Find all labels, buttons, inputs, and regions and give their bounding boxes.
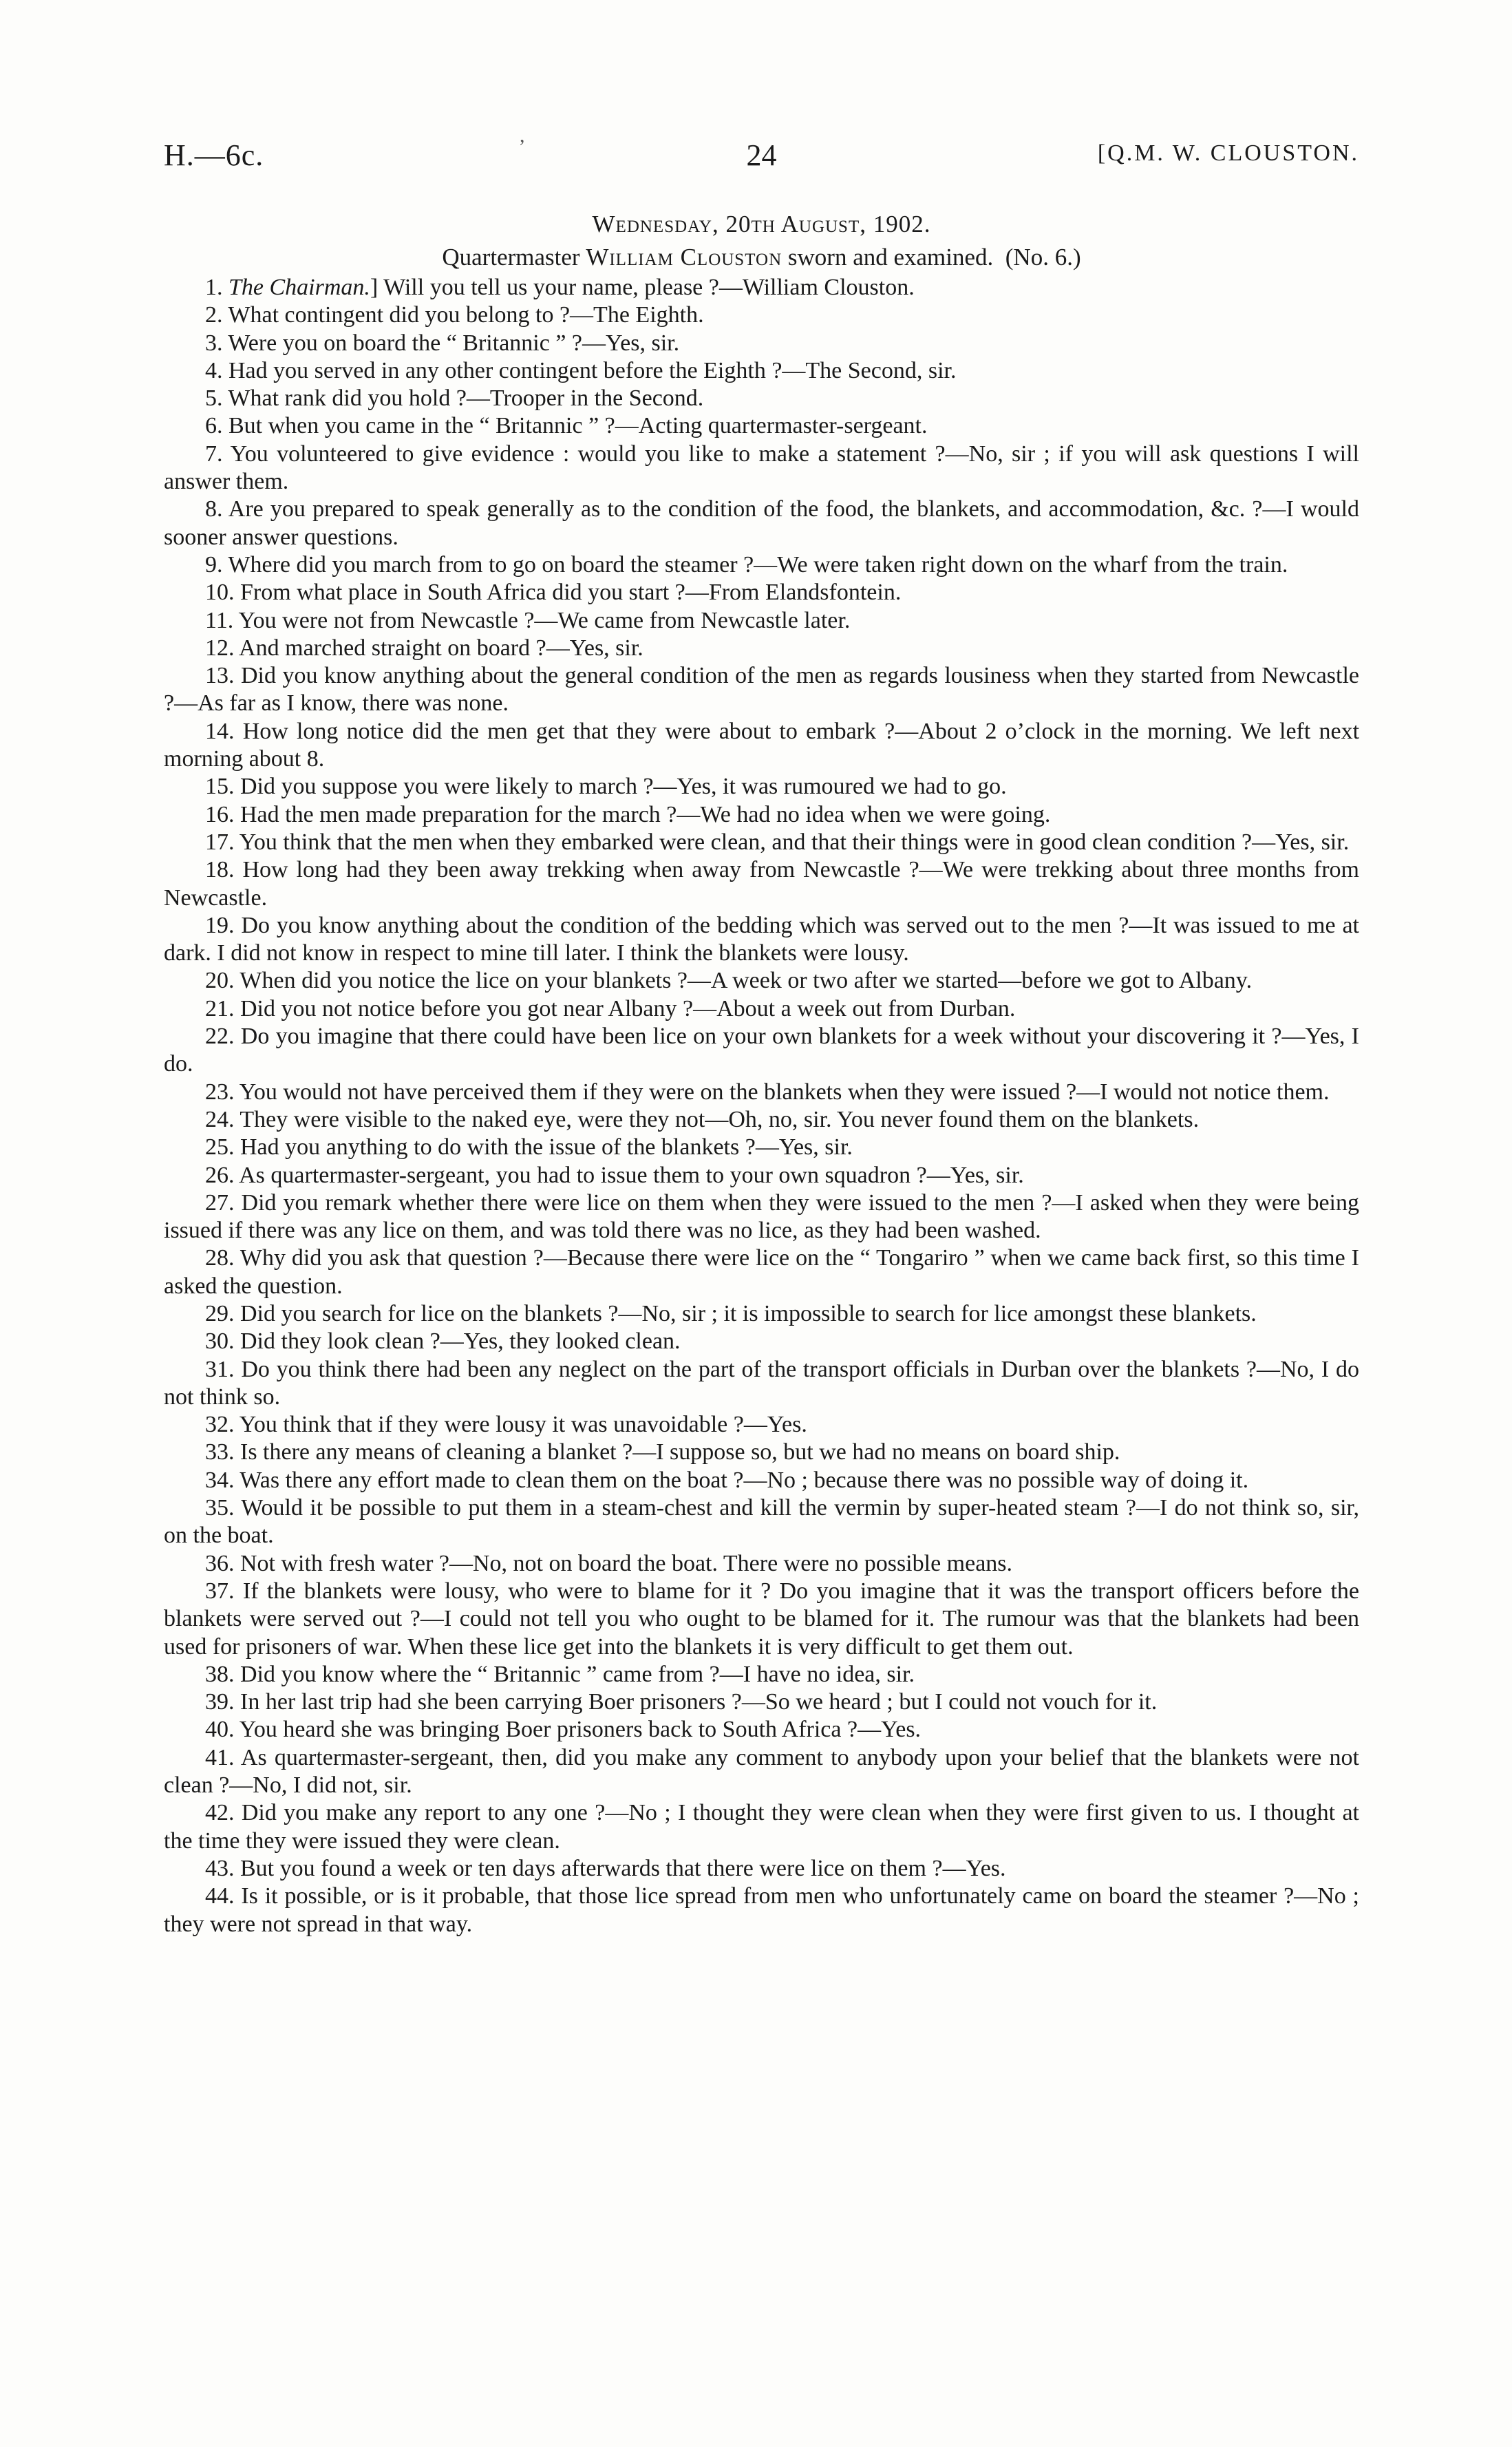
question-answer-text: What contingent did you belong to ?—The Eighth. [228, 302, 704, 328]
question-number: 40. [205, 1717, 235, 1743]
question-number: 28. [205, 1245, 235, 1271]
question-answer-text: You think that the men when they embarked were clean, and that their things were in good clean condition ?—Yes, sir. [239, 829, 1350, 855]
question-answer-text: Had you anything to do with the issue of the blankets ?—Yes, sir. [240, 1134, 853, 1161]
testimony-item [164, 1411, 1359, 1439]
testimony-item [164, 1883, 1359, 1938]
testimony-item [164, 1439, 1359, 1466]
question-answer-text: As quartermaster-sergeant, you had to issue them to your own squadron ?—Yes, sir. [239, 1162, 1024, 1188]
testimony-item [164, 1744, 1359, 1800]
question-number: 44. [205, 1883, 235, 1909]
question-answer-text: Did you suppose you were likely to march ?—Yes, it was rumoured we had to go. [240, 774, 1007, 800]
question-number: 31. [205, 1356, 235, 1382]
testimony-item [164, 1661, 1359, 1688]
question-answer-text: As quartermaster-sergeant, then, did you make any comment to anybody upon your belief that the blankets were not clean ?—No, I did not, sir. [164, 1744, 1360, 1799]
question-number: 11. [205, 607, 234, 633]
testimony-item [164, 1855, 1359, 1883]
question-number: 37. [205, 1578, 235, 1604]
question-number: 41. [205, 1744, 235, 1770]
question-answer-text: What rank did you hold ?—Trooper in the Second. [228, 385, 704, 412]
question-number: 2. [205, 302, 223, 328]
question-number: 10. [205, 580, 235, 606]
question-number: 18. [205, 857, 235, 883]
testimony-item [164, 1467, 1359, 1494]
testimony-item [164, 1356, 1359, 1412]
question-answer-text: Did you search for lice on the blankets ?—No, sir ; it is impossible to search for lice amongst these blankets. [240, 1300, 1257, 1326]
question-number: 30. [205, 1328, 235, 1355]
testimony-item [164, 1244, 1359, 1300]
testimony-list [164, 274, 1359, 1938]
question-answer-text: When did you notice the lice on your blankets ?—A week or two after we started—before we got to Albany. [239, 968, 1253, 994]
testimony-item [164, 1162, 1359, 1189]
question-answer-text: From what place in South Africa did you start ?—From Elandsfontein. [240, 580, 902, 606]
report-reference: H.—6c. [164, 138, 264, 172]
question-answer-text: Did you remark whether there were lice on them when they were issued to the men ?—I asked when they were being issued if there was any lice on them, and was told there was no lice, as they had been washed. [164, 1189, 1359, 1244]
testimony-item [164, 1494, 1359, 1550]
question-answer-text: Did they look clean ?—Yes, they looked clean. [240, 1328, 681, 1355]
question-answer-text: If the blankets were lousy, who were to blame for it ? Do you imagine that it was the transport officers before the blankets were served out ?—I could not tell you who ought to be blamed for it. The rumour was that the blankets had been used for prisoners of war. When these lice get into the blankets it is very difficult to get them out. [164, 1578, 1360, 1660]
testimony-item [164, 718, 1359, 774]
session-date: Wednesday, 20th August, 1902. [592, 211, 931, 237]
testimony-item [164, 385, 1359, 412]
witness-name: William Clouston [586, 244, 782, 271]
question-number: 36. [205, 1550, 235, 1576]
question-number: 26. [205, 1162, 235, 1188]
question-number: 32. [205, 1412, 235, 1438]
question-answer-text: Would it be possible to put them in a steam-chest and kill the vermin by super-heated steam ?—I do not think so, sir, on the boat. [164, 1495, 1359, 1549]
testimony-item [164, 1716, 1359, 1744]
testimony-item [164, 412, 1359, 440]
testimony-item [164, 274, 1359, 301]
question-answer-text: Were you on board the “ Britannic ” ?—Yes, sir. [228, 330, 680, 356]
question-answer-text: Had the men made preparation for the march ?—We had no idea when we were going. [240, 801, 1051, 827]
question-answer-text: You heard she was bringing Boer prisoners back to South Africa ?—Yes. [239, 1717, 922, 1743]
question-answer-text: Had you served in any other contingent before the Eighth ?—The Second, sir. [228, 357, 957, 383]
testimony-item [164, 773, 1359, 801]
question-number: 12. [205, 635, 235, 661]
witness-heading [164, 244, 1359, 271]
testimony-item [164, 1550, 1359, 1578]
question-answer-text: Why did you ask that question ?—Because there were lice on the “ Tongariro ” when we came back first, so this time I asked the question. [164, 1245, 1359, 1299]
question-number: 13. [205, 663, 235, 689]
testimony-item [164, 1300, 1359, 1328]
question-answer-text: Not with fresh water ?—No, not on board the boat. There were no possible means. [240, 1550, 1013, 1576]
witness-status: sworn and examined. [787, 244, 994, 271]
question-number: 39. [205, 1689, 235, 1715]
witness-rank: Quartermaster [442, 244, 580, 271]
speaker-label: The Chairman. [228, 275, 370, 300]
testimony-item [164, 1134, 1359, 1161]
question-number: 1. [205, 275, 223, 300]
question-answer-text: How long had they been away trekking when away from Newcastle ?—We were trekking about three months from Newcastle. [164, 857, 1359, 911]
question-answer-text: Do you imagine that there could have been lice on your own blankets for a week without your discovering it ?—Yes, I do. [164, 1024, 1359, 1077]
question-number: 35. [205, 1495, 235, 1521]
question-answer-text: How long notice did the men get that they were about to embark ?—About 2 o’clock in the morning. We left next morning about 8. [164, 718, 1360, 772]
print-mark: , [520, 124, 525, 147]
testimony-item [164, 496, 1359, 551]
question-number: 6. [205, 413, 223, 439]
question-answer-text: And marched straight on board ?—Yes, sir. [239, 635, 643, 661]
question-answer-text: But when you came in the “ Britannic ” ?—Acting quartermaster-sergeant. [228, 413, 928, 439]
testimony-item [164, 441, 1359, 496]
question-number: 14. [205, 718, 235, 744]
question-answer-text: You volunteered to give evidence : would you like to make a statement ?—No, sir ; if you will ask questions I will answer them. [164, 441, 1359, 495]
question-answer-text: You would not have perceived them if they were on the blankets when they were issued ?—I would not notice them. [239, 1079, 1330, 1105]
testimony-item [164, 635, 1359, 662]
testimony-item [164, 829, 1359, 856]
testimony-item [164, 1799, 1359, 1855]
question-answer-text: Did you make any report to any one ?—No ; I thought they were clean when they were first given to us. I thought at the time they were issued they were clean. [164, 1800, 1360, 1854]
question-answer-text: Is it possible, or is it probable, that those lice spread from men who unfortunately came on board the steamer ?—No ; they were not spread in that way. [164, 1883, 1360, 1937]
testimony-item [164, 995, 1359, 1023]
question-number: 7. [205, 441, 223, 467]
question-answer-text: But you found a week or ten days afterwards that there were lice on them ?—Yes. [240, 1855, 1006, 1881]
question-answer-text: Do you think there had been any neglect on the part of the transport officials in Durban over the blankets ?—No, I do not think so. [164, 1356, 1359, 1410]
witness-running-head: [Q.M. W. CLOUSTON. [1097, 140, 1359, 166]
question-number: 16. [205, 801, 235, 827]
question-answer-text: Did you know anything about the general condition of the men as regards lousiness when they started from Newcastle ?—As far as I know, there was none. [164, 663, 1360, 717]
page-number: 24 [746, 138, 777, 172]
question-number: 15. [205, 774, 235, 800]
question-number: 23. [205, 1079, 235, 1105]
question-number: 3. [205, 330, 223, 356]
testimony-item [164, 357, 1359, 385]
testimony-item [164, 551, 1359, 579]
question-answer-text: Did you know where the “ Britannic ” came from ?—I have no idea, sir. [240, 1661, 915, 1687]
question-number: 4. [205, 357, 223, 383]
question-number: 42. [205, 1800, 235, 1826]
testimony-item [164, 967, 1359, 995]
question-answer-text: Was there any effort made to clean them on the boat ?—No ; because there was no possible way of doing it. [239, 1467, 1249, 1493]
question-number: 22. [205, 1024, 235, 1050]
question-number: 33. [205, 1439, 235, 1465]
question-number: 27. [205, 1189, 235, 1216]
testimony-item [164, 856, 1359, 912]
question-number: 34. [205, 1467, 235, 1493]
question-answer-text: Where did you march from to go on board the steamer ?—We were taken right down on the wharf from the train. [228, 551, 1288, 578]
testimony-item [164, 607, 1359, 635]
question-number: 20. [205, 968, 235, 994]
question-answer-text: In her last trip had she been carrying Boer prisoners ?—So we heard ; but I could not vouch for it. [240, 1689, 1158, 1715]
question-answer-text: ] Will you tell us your name, please ?—William Clouston. [370, 275, 915, 300]
question-number: 21. [205, 995, 235, 1021]
question-answer-text: They were visible to the naked eye, were they not—Oh, no, sir. You never found them on the blankets. [239, 1106, 1200, 1132]
testimony-item [164, 662, 1359, 718]
question-answer-text: Did you not notice before you got near Albany ?—About a week out from Durban. [240, 995, 1016, 1021]
question-answer-text: Do you know anything about the condition of the bedding which was served out to the men ?—It was issued to me at dark. I did not know in respect to mine till later. I think the blankets were lousy. [164, 912, 1360, 966]
witness-number: (No. 6.) [1005, 244, 1081, 271]
question-number: 29. [205, 1300, 235, 1326]
testimony-item [164, 1578, 1359, 1661]
question-number: 24. [205, 1106, 235, 1132]
page-header [164, 138, 1359, 179]
question-number: 17. [205, 829, 235, 855]
testimony-item [164, 912, 1359, 968]
testimony-item [164, 1328, 1359, 1355]
question-answer-text: Are you prepared to speak generally as to the condition of the food, the blankets, and accommodation, &c. ?—I would sooner answer questions. [164, 496, 1360, 550]
testimony-item [164, 1106, 1359, 1134]
testimony-item [164, 1023, 1359, 1079]
question-number: 38. [205, 1661, 235, 1687]
question-answer-text: You think that if they were lousy it was unavoidable ?—Yes. [239, 1412, 807, 1438]
question-number: 8. [205, 496, 223, 522]
question-number: 25. [205, 1134, 235, 1161]
testimony-item [164, 1189, 1359, 1245]
testimony-item [164, 1079, 1359, 1106]
question-answer-text: Is there any means of cleaning a blanket ?—I suppose so, but we had no means on board ship. [240, 1439, 1120, 1465]
testimony-item [164, 579, 1359, 606]
question-number: 43. [205, 1855, 235, 1881]
question-answer-text: You were not from Newcastle ?—We came from Newcastle later. [238, 607, 851, 633]
question-number: 9. [205, 551, 223, 578]
question-number: 5. [205, 385, 223, 412]
testimony-item [164, 1688, 1359, 1716]
testimony-item [164, 801, 1359, 829]
question-number: 19. [205, 912, 235, 938]
testimony-item [164, 330, 1359, 357]
testimony-item [164, 301, 1359, 329]
